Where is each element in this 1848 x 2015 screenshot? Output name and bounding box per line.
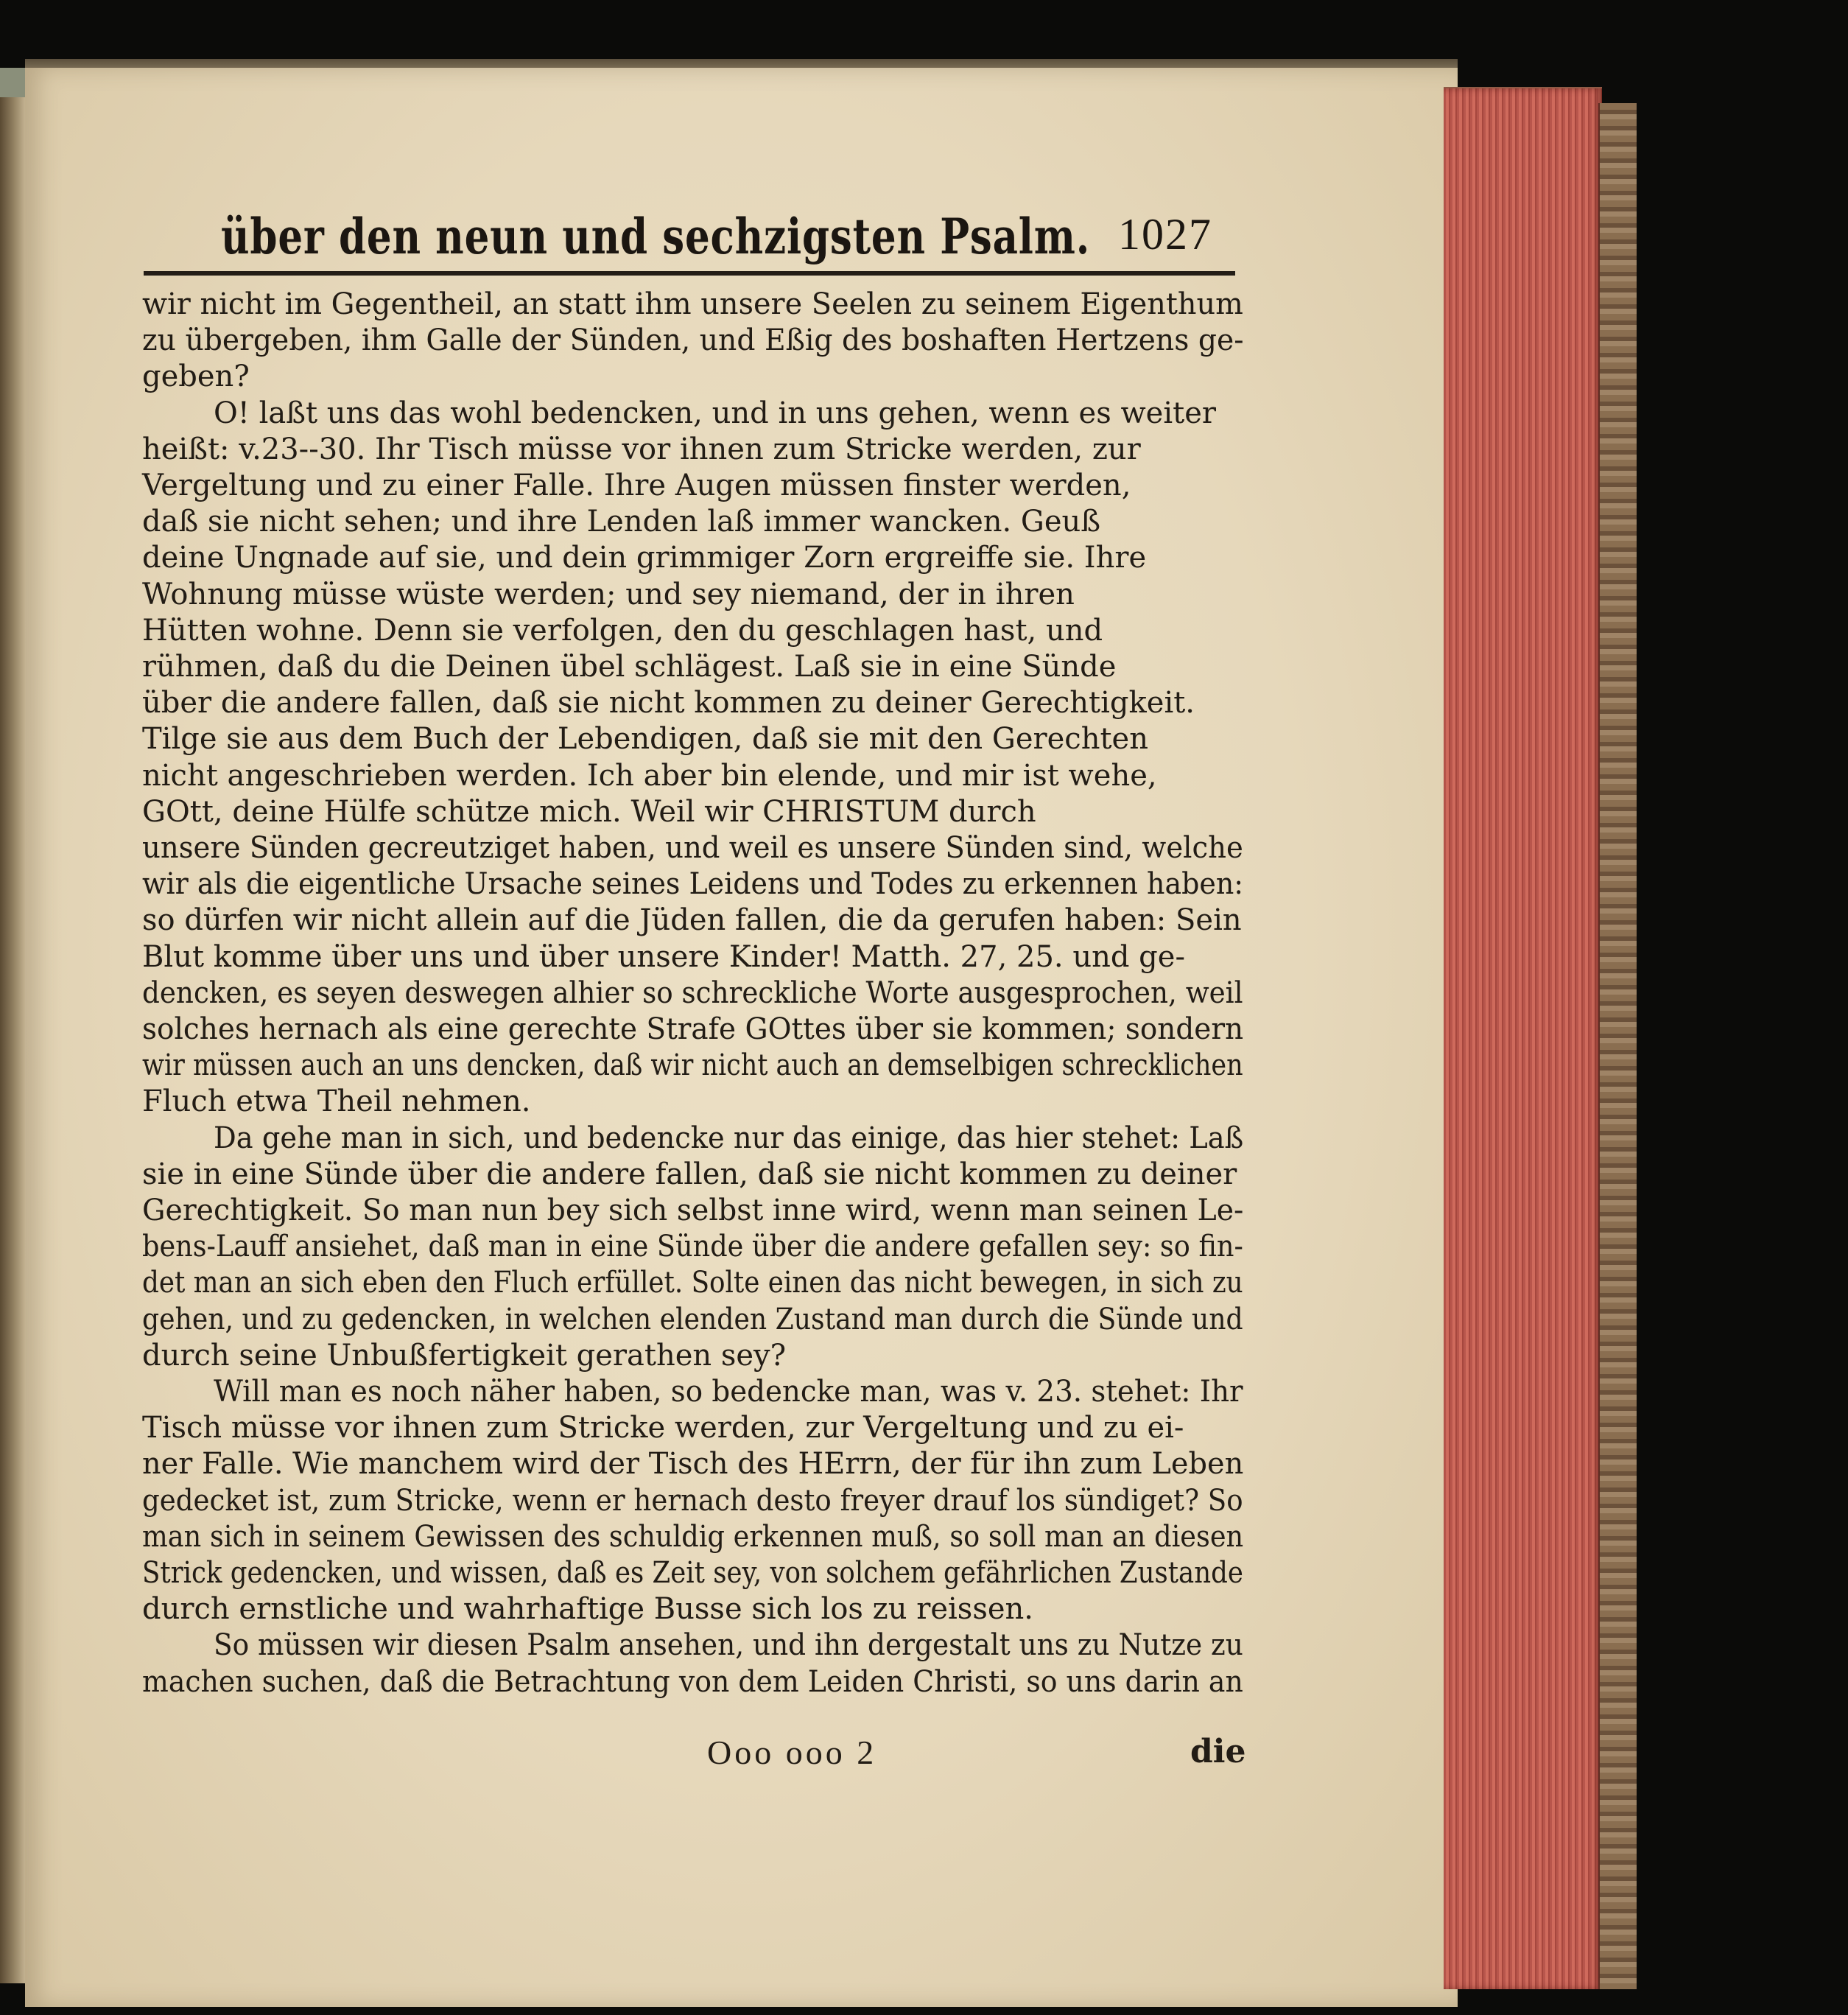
- text-line: heißt: v.23--30. Ihr Tisch müsse vor ihnen zum Stricke werden, zur: [142, 432, 1141, 466]
- text-line: geben?: [142, 360, 250, 394]
- text-line: unsere Sünden gecreutziget haben, und weil es unsere Sünden sind, welche: [142, 831, 1243, 865]
- text-line: zu übergeben, ihm Galle der Sünden, und Eßig des boshaften Hertzens ge-: [142, 323, 1244, 358]
- text-line: so dürfen wir nicht allein auf die Jüden fallen, die da gerufen haben: Sein: [142, 903, 1242, 938]
- text-line: rühmen, daß du die Deinen übel schlägest. Laß sie in eine Sünde: [142, 650, 1117, 684]
- text-line: Tilge sie aus dem Buch der Lebendigen, daß sie mit den Gerechten: [142, 722, 1148, 757]
- previous-leaf-edge: [0, 68, 27, 1983]
- text-line: Fluch etwa Theil nehmen.: [142, 1084, 531, 1119]
- text-line: Gerechtigkeit. So man nun bey sich selbst inne wird, wenn man seinen Le-: [142, 1194, 1244, 1227]
- text-line: Will man es noch näher haben, so bedencke man, was v. 23. stehet: Ihr: [214, 1375, 1243, 1409]
- red-fore-edge: [1444, 88, 1602, 1989]
- text-line: machen suchen, daß die Betrachtung von dem Leiden Christi, so uns darin an: [142, 1664, 1243, 1699]
- text-line: wir nicht im Gegentheil, an statt ihm unsere Seelen zu seinem Eigenthum: [142, 287, 1243, 321]
- text-line: Da gehe man in sich, und bedencke nur das einige, das hier stehet: Laß: [214, 1121, 1244, 1155]
- text-line: Blut komme über uns und über unsere Kinder! Matth. 27, 25. und ge-: [142, 939, 1185, 974]
- text-line: nicht angeschrieben werden. Ich aber bin elende, und mir ist wehe,: [142, 758, 1157, 793]
- text-line: Vergeltung und zu einer Falle. Ihre Augen müssen finster werden,: [142, 469, 1131, 502]
- text-line: dencken, es seyen deswegen alhier so schreckliche Worte ausgesprochen, weil: [142, 975, 1243, 1010]
- text-line: Hütten wohne. Denn sie verfolgen, den du geschlagen hast, und: [142, 613, 1103, 648]
- text-line: gehen, und zu gedencken, in welchen elenden Zustand man durch die Sünde und: [142, 1302, 1243, 1336]
- text-line: man sich in seinem Gewissen des schuldig erkennen muß, so soll man an diesen: [142, 1519, 1244, 1554]
- text-line: So müssen wir diesen Psalm ansehen, und ihn dergestalt uns zu Nutze zu: [214, 1628, 1243, 1663]
- head-rule: [144, 271, 1235, 276]
- text-line: sie in eine Sünde über die andere fallen, daß sie nicht kommen zu deiner: [142, 1157, 1237, 1191]
- text-line: bens-Lauff ansiehet, daß man in eine Sünde über die andere gefallen sey: so fin-: [142, 1230, 1243, 1264]
- text-line: solches hernach als eine gerechte Strafe GOttes über sie kommen; sondern: [142, 1012, 1244, 1046]
- text-line: durch seine Unbußfertigkeit gerathen sey?: [142, 1338, 787, 1373]
- text-line: durch ernstliche und wahrhaftige Busse sich los zu reissen.: [142, 1592, 1033, 1627]
- text-line: daß sie nicht sehen; und ihre Lenden laß immer wancken. Geuß: [142, 505, 1101, 539]
- signature-mark: Ooo ooo 2: [707, 1734, 877, 1771]
- text-line: GOtt, deine Hülfe schütze mich. Weil wir CHRISTUM durch: [142, 794, 1036, 829]
- text-line: wir als die eigentliche Ursache seines Leidens und Todes zu erkennen haben:: [142, 867, 1244, 902]
- text-line: Strick gedencken, und wissen, daß es Zeit sey, von solchem gefährlichen Zustande: [142, 1556, 1243, 1590]
- page-number: 1027: [1118, 210, 1212, 259]
- leather-cover: [1600, 103, 1637, 1989]
- text-line: wir müssen auch an uns dencken, daß wir nicht auch an demselbigen schrecklichen: [142, 1048, 1243, 1083]
- text-line: über die andere fallen, daß sie nicht kommen zu deiner Gerechtigkeit.: [142, 686, 1195, 721]
- text-line: Wohnung müsse wüste werden; und sey niemand, der in ihren: [142, 577, 1075, 611]
- catchword: die: [1190, 1733, 1246, 1770]
- text-line: Tisch müsse vor ihnen zum Stricke werden, zur Vergeltung und zu ei-: [142, 1411, 1184, 1445]
- text-line: ner Falle. Wie manchem wird der Tisch des HErrn, der für ihn zum Leben: [142, 1447, 1244, 1482]
- text-line: O! laßt uns das wohl bedencken, und in uns gehen, wenn es weiter: [214, 396, 1217, 430]
- text-line: det man an sich eben den Fluch erfüllet. Solte einen das nicht bewegen, in sich zu: [142, 1266, 1243, 1300]
- text-line: deine Ungnade auf sie, und dein grimmiger Zorn ergreiffe sie. Ihre: [142, 541, 1147, 575]
- running-head-title: über den neun und sechzigsten Psalm.: [221, 208, 1091, 265]
- text-line: gedecket ist, zum Stricke, wenn er hernach desto freyer drauf los sündiget? So: [142, 1483, 1243, 1518]
